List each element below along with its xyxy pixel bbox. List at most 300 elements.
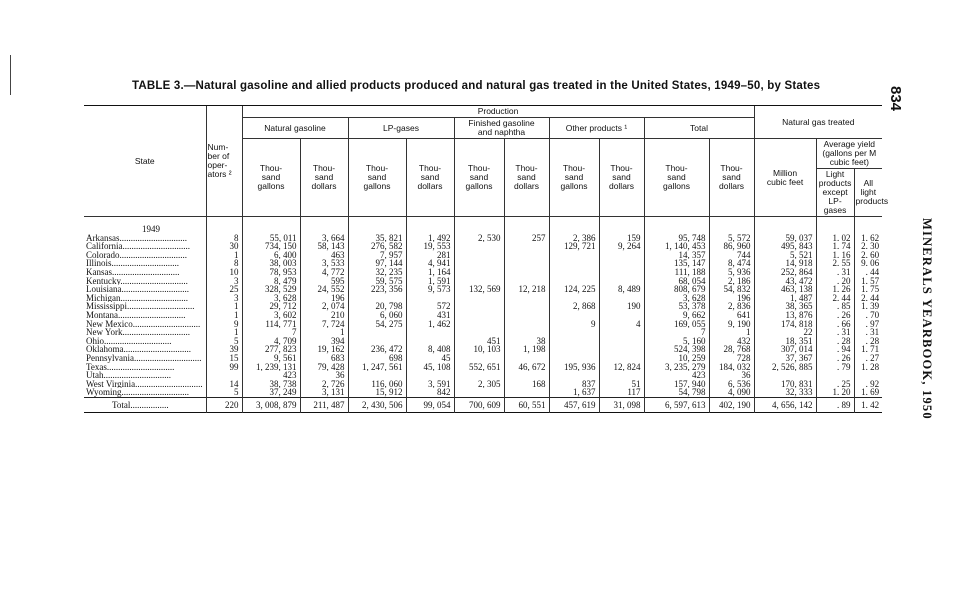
cell-total-gallons: 1, 140, 453 <box>644 242 709 251</box>
total-ng-gallons: 3, 008, 879 <box>242 397 300 413</box>
cell-operators: 9 <box>206 320 242 329</box>
cell-ng-gallons: 38, 003 <box>242 259 300 268</box>
year-label: 1949 <box>142 224 160 234</box>
cell-operators: 3 <box>206 294 242 303</box>
header-total: Total <box>644 118 754 139</box>
table-row <box>84 363 882 372</box>
table-row <box>84 311 882 320</box>
cell-yield-light: . 20 <box>816 277 854 286</box>
cell-operators: 1 <box>206 302 242 311</box>
table-title: TABLE 3.—Natural gasoline and allied products produced and natural gas treated in the United States, 1949–50, by States <box>132 80 821 92</box>
cell-fg-gallons <box>454 328 504 337</box>
cell-op-dollars: 159 <box>599 234 644 243</box>
cell-ng-gallons: 6, 400 <box>242 251 300 260</box>
cell-ng-gallons: 423 <box>242 371 300 380</box>
cell-ng-gallons: 4, 709 <box>242 337 300 346</box>
cell-total-dollars: 5, 572 <box>709 234 754 243</box>
cell-op-gallons: 195, 936 <box>549 363 599 372</box>
total-yield-light: . 89 <box>816 397 854 413</box>
cell-total-dollars: 54, 832 <box>709 285 754 294</box>
cell-total-gallons: 68, 054 <box>644 277 709 286</box>
cell-lp-gallons: 59, 575 <box>348 277 406 286</box>
cell-fg-dollars <box>504 242 549 251</box>
cell-ng-dollars: 36 <box>300 371 348 380</box>
cell-total-gallons: 10, 259 <box>644 354 709 363</box>
total-fg-gallons: 700, 609 <box>454 397 504 413</box>
cell-yield-all: 2. 30 <box>854 242 882 251</box>
cell-yield-all: 2. 44 <box>854 294 882 303</box>
cell-lp-dollars: 4, 941 <box>406 259 454 268</box>
cell-lp-gallons: 6, 060 <box>348 311 406 320</box>
cell-fg-gallons <box>454 277 504 286</box>
data-table <box>84 105 889 415</box>
header-lp-gases: LP-gases <box>348 118 454 139</box>
cell-yield-all: . 27 <box>854 354 882 363</box>
cell-ng-gallons: 78, 953 <box>242 268 300 277</box>
state-name: California.............................. <box>86 242 190 251</box>
header-production: Production <box>242 106 754 118</box>
cell-total-gallons: 14, 357 <box>644 251 709 260</box>
cell-total-gallons: 169, 055 <box>644 320 709 329</box>
cell-yield-light: 1. 02 <box>816 234 854 243</box>
cell-yield-all: . 70 <box>854 311 882 320</box>
cell-op-gallons: 9 <box>549 320 599 329</box>
table-row <box>84 277 882 286</box>
cell-ng-dollars: 1 <box>300 328 348 337</box>
state-name: Utah.............................. <box>86 371 171 380</box>
table-row <box>84 268 882 277</box>
cell-fg-dollars: 12, 218 <box>504 285 549 294</box>
cell-ng-dollars: 2, 074 <box>300 302 348 311</box>
cell-lp-gallons: 97, 144 <box>348 259 406 268</box>
cell-operators: 1 <box>206 251 242 260</box>
table-row <box>84 371 882 380</box>
cell-ng-dollars: 463 <box>300 251 348 260</box>
cell-yield-light: . 31 <box>816 328 854 337</box>
cell-operators <box>206 371 242 380</box>
cell-ng-gallons: 9, 561 <box>242 354 300 363</box>
cell-lp-gallons: 20, 798 <box>348 302 406 311</box>
cell-operators: 1 <box>206 311 242 320</box>
table-row <box>84 354 882 363</box>
header-lp-dollars: Thou- sand dollars <box>406 139 454 217</box>
state-name: New York.............................. <box>86 328 191 337</box>
cell-ng-gallons: 1, 239, 131 <box>242 363 300 372</box>
cell-op-gallons: 129, 721 <box>549 242 599 251</box>
cell-lp-gallons: 15, 912 <box>348 388 406 397</box>
cell-total-gallons: 157, 940 <box>644 380 709 389</box>
cell-gas-treated: 174, 818 <box>754 320 816 329</box>
cell-op-dollars: 190 <box>599 302 644 311</box>
cell-op-gallons <box>549 251 599 260</box>
cell-ng-dollars: 196 <box>300 294 348 303</box>
cell-total-gallons: 423 <box>644 371 709 380</box>
total-lp-gallons: 2, 430, 506 <box>348 397 406 413</box>
cell-op-gallons: 2, 386 <box>549 234 599 243</box>
cell-lp-gallons: 1, 247, 561 <box>348 363 406 372</box>
header-natural-gasoline: Natural gasoline <box>242 118 348 139</box>
header-lp-gallons: Thou- sand gallons <box>348 139 406 217</box>
cell-op-gallons <box>549 311 599 320</box>
cell-lp-dollars: 45 <box>406 354 454 363</box>
cell-gas-treated: 22 <box>754 328 816 337</box>
total-operators: 220 <box>206 397 242 413</box>
cell-ng-dollars: 79, 428 <box>300 363 348 372</box>
cell-yield-all: 1. 57 <box>854 277 882 286</box>
margin-rule <box>10 55 11 95</box>
cell-total-dollars: 1 <box>709 328 754 337</box>
cell-lp-dollars <box>406 337 454 346</box>
cell-op-dollars <box>599 371 644 380</box>
cell-lp-gallons: 116, 060 <box>348 380 406 389</box>
cell-gas-treated: 14, 918 <box>754 259 816 268</box>
table-row <box>84 337 882 346</box>
cell-op-dollars: 51 <box>599 380 644 389</box>
cell-fg-gallons: 552, 651 <box>454 363 504 372</box>
cell-gas-treated: 13, 876 <box>754 311 816 320</box>
cell-lp-dollars: 431 <box>406 311 454 320</box>
cell-yield-all: 1. 39 <box>854 302 882 311</box>
cell-lp-gallons: 236, 472 <box>348 345 406 354</box>
cell-yield-all: . 97 <box>854 320 882 329</box>
total-fg-dollars: 60, 551 <box>504 397 549 413</box>
running-head: MINERALS YEARBOOK, 1950 <box>920 218 934 420</box>
cell-gas-treated: 43, 472 <box>754 277 816 286</box>
cell-lp-dollars <box>406 328 454 337</box>
cell-lp-gallons <box>348 337 406 346</box>
state-name: Michigan.............................. <box>86 293 188 303</box>
cell-yield-light: . 79 <box>816 363 854 372</box>
cell-operators: 25 <box>206 285 242 294</box>
cell-total-dollars: 184, 032 <box>709 363 754 372</box>
cell-ng-gallons: 29, 712 <box>242 302 300 311</box>
cell-lp-gallons: 223, 356 <box>348 285 406 294</box>
state-name: New Mexico.............................. <box>86 319 201 329</box>
cell-operators: 39 <box>206 345 242 354</box>
cell-total-dollars: 4, 090 <box>709 388 754 397</box>
cell-lp-dollars: 45, 108 <box>406 363 454 372</box>
cell-operators: 15 <box>206 354 242 363</box>
cell-fg-gallons <box>454 371 504 380</box>
cell-ng-gallons: 37, 249 <box>242 388 300 397</box>
cell-fg-dollars: 168 <box>504 380 549 389</box>
cell-ng-dollars: 7, 724 <box>300 320 348 329</box>
cell-yield-all: . 92 <box>854 380 882 389</box>
cell-lp-gallons <box>348 371 406 380</box>
year-row <box>84 217 882 234</box>
cell-fg-gallons <box>454 294 504 303</box>
cell-yield-all: 1. 62 <box>854 234 882 243</box>
cell-op-gallons <box>549 259 599 268</box>
cell-op-dollars <box>599 328 644 337</box>
cell-ng-gallons: 55, 011 <box>242 234 300 243</box>
cell-ng-gallons: 38, 738 <box>242 380 300 389</box>
cell-lp-dollars: 1, 164 <box>406 268 454 277</box>
cell-yield-all: 2. 60 <box>854 251 882 260</box>
state-name: Louisiana.............................. <box>86 285 189 294</box>
table-row <box>84 251 882 260</box>
cell-ng-dollars: 58, 143 <box>300 242 348 251</box>
cell-op-dollars <box>599 259 644 268</box>
cell-fg-dollars <box>504 320 549 329</box>
cell-operators: 99 <box>206 363 242 372</box>
table-row <box>84 259 882 268</box>
cell-ng-dollars: 683 <box>300 354 348 363</box>
cell-ng-dollars: 394 <box>300 337 348 346</box>
cell-yield-light: . 26 <box>816 354 854 363</box>
cell-ng-gallons: 277, 823 <box>242 345 300 354</box>
cell-operators: 5 <box>206 337 242 346</box>
header-ng-gallons: Thou- sand gallons <box>242 139 300 217</box>
cell-op-dollars <box>599 268 644 277</box>
state-name: Oklahoma.............................. <box>86 345 191 354</box>
cell-total-dollars: 196 <box>709 294 754 303</box>
cell-total-dollars: 744 <box>709 251 754 260</box>
total-label: Total................. <box>84 397 206 413</box>
cell-yield-light: . 94 <box>816 345 854 354</box>
cell-yield-light: . 26 <box>816 311 854 320</box>
cell-total-gallons: 135, 147 <box>644 259 709 268</box>
cell-fg-dollars: 38 <box>504 337 549 346</box>
header-natural-gas-treated: Natural gas treated <box>754 106 882 139</box>
table-row <box>84 285 882 294</box>
header-state: State <box>84 106 206 217</box>
cell-lp-gallons: 32, 235 <box>348 268 406 277</box>
cell-gas-treated: 252, 864 <box>754 268 816 277</box>
cell-fg-dollars: 1, 198 <box>504 345 549 354</box>
cell-gas-treated: 2, 526, 885 <box>754 363 816 372</box>
cell-yield-light: 1. 26 <box>816 285 854 294</box>
cell-fg-gallons: 451 <box>454 337 504 346</box>
header-total-dollars: Thou- sand dollars <box>709 139 754 217</box>
cell-yield-light: . 85 <box>816 302 854 311</box>
cell-ng-gallons: 7 <box>242 328 300 337</box>
state-name: Texas.............................. <box>86 362 175 372</box>
cell-op-gallons <box>549 277 599 286</box>
cell-fg-dollars <box>504 251 549 260</box>
cell-fg-dollars: 257 <box>504 234 549 243</box>
cell-op-gallons <box>549 328 599 337</box>
table-row <box>84 294 882 303</box>
cell-lp-dollars: 1, 462 <box>406 320 454 329</box>
cell-yield-all: . 31 <box>854 328 882 337</box>
header-op-dollars: Thou- sand dollars <box>599 139 644 217</box>
cell-lp-gallons: 698 <box>348 354 406 363</box>
cell-total-gallons: 9, 662 <box>644 311 709 320</box>
cell-total-gallons: 3, 628 <box>644 294 709 303</box>
state-name: Illinois.............................. <box>86 259 180 268</box>
page-number: 834 <box>887 86 904 112</box>
cell-total-gallons: 95, 748 <box>644 234 709 243</box>
cell-fg-gallons <box>454 251 504 260</box>
cell-gas-treated: 59, 037 <box>754 234 816 243</box>
state-name: Mississippi.............................. <box>86 302 195 311</box>
cell-lp-gallons <box>348 328 406 337</box>
header-all-light-products: All light products <box>854 169 882 217</box>
state-name: Colorado.............................. <box>86 250 187 260</box>
cell-fg-gallons <box>454 268 504 277</box>
cell-op-gallons <box>549 371 599 380</box>
cell-lp-dollars: 842 <box>406 388 454 397</box>
cell-lp-dollars: 19, 553 <box>406 242 454 251</box>
cell-total-gallons: 53, 378 <box>644 302 709 311</box>
cell-fg-dollars <box>504 268 549 277</box>
cell-lp-dollars: 572 <box>406 302 454 311</box>
cell-ng-gallons: 3, 602 <box>242 311 300 320</box>
cell-op-dollars <box>599 337 644 346</box>
cell-fg-gallons <box>454 242 504 251</box>
cell-yield-light: 1. 74 <box>816 242 854 251</box>
cell-yield-all: 1. 71 <box>854 345 882 354</box>
cell-op-gallons <box>549 294 599 303</box>
cell-yield-all: 1. 75 <box>854 285 882 294</box>
cell-lp-dollars: 8, 408 <box>406 345 454 354</box>
cell-lp-gallons: 54, 275 <box>348 320 406 329</box>
cell-fg-gallons: 10, 103 <box>454 345 504 354</box>
cell-fg-gallons <box>454 259 504 268</box>
cell-total-dollars: 28, 768 <box>709 345 754 354</box>
cell-ng-gallons: 734, 150 <box>242 242 300 251</box>
cell-fg-dollars <box>504 328 549 337</box>
cell-total-gallons: 7 <box>644 328 709 337</box>
cell-op-gallons: 124, 225 <box>549 285 599 294</box>
table-row <box>84 320 882 329</box>
cell-op-dollars <box>599 354 644 363</box>
cell-fg-gallons <box>454 354 504 363</box>
table-row <box>84 234 882 243</box>
header-ng-dollars: Thou- sand dollars <box>300 139 348 217</box>
state-name: Kentucky.............................. <box>86 276 188 286</box>
cell-gas-treated: 1, 487 <box>754 294 816 303</box>
table-body <box>84 217 882 398</box>
cell-gas-treated: 5, 521 <box>754 251 816 260</box>
cell-operators: 8 <box>206 259 242 268</box>
cell-total-dollars: 6, 536 <box>709 380 754 389</box>
state-name: Wyoming.............................. <box>86 388 189 398</box>
cell-total-dollars: 728 <box>709 354 754 363</box>
cell-ng-dollars: 595 <box>300 277 348 286</box>
cell-yield-light: . 28 <box>816 337 854 346</box>
cell-lp-gallons: 35, 821 <box>348 234 406 243</box>
cell-total-gallons: 808, 679 <box>644 285 709 294</box>
cell-operators: 10 <box>206 268 242 277</box>
cell-operators: 8 <box>206 234 242 243</box>
total-total-dollars: 402, 190 <box>709 397 754 413</box>
cell-yield-all: 9. 06 <box>854 259 882 268</box>
cell-operators: 3 <box>206 277 242 286</box>
cell-total-dollars: 432 <box>709 337 754 346</box>
cell-op-gallons: 2, 868 <box>549 302 599 311</box>
cell-op-dollars <box>599 277 644 286</box>
cell-operators: 5 <box>206 388 242 397</box>
bottom-rule <box>84 413 882 416</box>
cell-lp-dollars: 3, 591 <box>406 380 454 389</box>
header-million-cubic-feet: Million cubic feet <box>754 139 816 217</box>
cell-fg-dollars <box>504 354 549 363</box>
cell-gas-treated: 495, 843 <box>754 242 816 251</box>
cell-gas-treated: 463, 138 <box>754 285 816 294</box>
cell-yield-light <box>816 371 854 380</box>
cell-lp-dollars <box>406 371 454 380</box>
cell-fg-dollars <box>504 302 549 311</box>
cell-ng-gallons: 3, 628 <box>242 294 300 303</box>
cell-lp-dollars: 281 <box>406 251 454 260</box>
cell-fg-dollars <box>504 311 549 320</box>
cell-lp-dollars: 9, 573 <box>406 285 454 294</box>
header-total-gallons: Thou- sand gallons <box>644 139 709 217</box>
cell-total-dollars: 36 <box>709 371 754 380</box>
total-row <box>84 397 882 413</box>
table-row <box>84 345 882 354</box>
cell-ng-gallons: 8, 479 <box>242 277 300 286</box>
cell-operators: 1 <box>206 328 242 337</box>
cell-yield-light: . 25 <box>816 380 854 389</box>
cell-gas-treated: 38, 365 <box>754 302 816 311</box>
cell-ng-dollars: 3, 131 <box>300 388 348 397</box>
cell-fg-gallons <box>454 302 504 311</box>
cell-lp-dollars: 1, 591 <box>406 277 454 286</box>
cell-ng-dollars: 210 <box>300 311 348 320</box>
cell-yield-all: 1. 69 <box>854 388 882 397</box>
cell-fg-gallons: 2, 530 <box>454 234 504 243</box>
header-average-yield: Average yield (gallons per M cubic feet) <box>816 139 882 169</box>
header-op-gallons: Thou- sand gallons <box>549 139 599 217</box>
state-name: Kansas.............................. <box>86 267 180 277</box>
cell-op-dollars <box>599 251 644 260</box>
cell-fg-gallons: 132, 569 <box>454 285 504 294</box>
cell-ng-gallons: 114, 771 <box>242 320 300 329</box>
cell-fg-dollars: 46, 672 <box>504 363 549 372</box>
total-gas-treated: 4, 656, 142 <box>754 397 816 413</box>
total-lp-dollars: 99, 054 <box>406 397 454 413</box>
cell-yield-light: 2. 44 <box>816 294 854 303</box>
cell-yield-light: 2. 55 <box>816 259 854 268</box>
cell-ng-dollars: 24, 552 <box>300 285 348 294</box>
cell-gas-treated: 170, 831 <box>754 380 816 389</box>
cell-fg-gallons: 2, 305 <box>454 380 504 389</box>
cell-total-gallons: 111, 188 <box>644 268 709 277</box>
cell-ng-dollars: 3, 533 <box>300 259 348 268</box>
cell-yield-light: . 66 <box>816 320 854 329</box>
cell-lp-gallons: 7, 957 <box>348 251 406 260</box>
cell-fg-dollars <box>504 294 549 303</box>
cell-op-dollars <box>599 311 644 320</box>
table-row <box>84 388 882 397</box>
cell-op-gallons <box>549 268 599 277</box>
table-row <box>84 302 882 311</box>
state-name: West Virginia.............................. <box>86 379 203 389</box>
cell-total-gallons: 524, 398 <box>644 345 709 354</box>
cell-lp-gallons: 276, 582 <box>348 242 406 251</box>
cell-fg-dollars <box>504 388 549 397</box>
cell-total-dollars: 8, 474 <box>709 259 754 268</box>
cell-operators: 14 <box>206 380 242 389</box>
cell-yield-all <box>854 371 882 380</box>
state-name: Pennsylvania.............................. <box>86 353 202 363</box>
cell-op-dollars: 9, 264 <box>599 242 644 251</box>
cell-op-dollars: 12, 824 <box>599 363 644 372</box>
total-op-gallons: 457, 619 <box>549 397 599 413</box>
cell-lp-gallons <box>348 294 406 303</box>
cell-yield-light: . 31 <box>816 268 854 277</box>
cell-ng-dollars: 4, 772 <box>300 268 348 277</box>
cell-total-dollars: 2, 836 <box>709 302 754 311</box>
cell-total-dollars: 2, 186 <box>709 277 754 286</box>
cell-op-dollars: 117 <box>599 388 644 397</box>
header-finished-gasoline: Finished gasoline and naphtha <box>454 118 549 139</box>
header-light-products-except-lp: Light products except LP-gases <box>816 169 854 217</box>
cell-op-gallons <box>549 337 599 346</box>
